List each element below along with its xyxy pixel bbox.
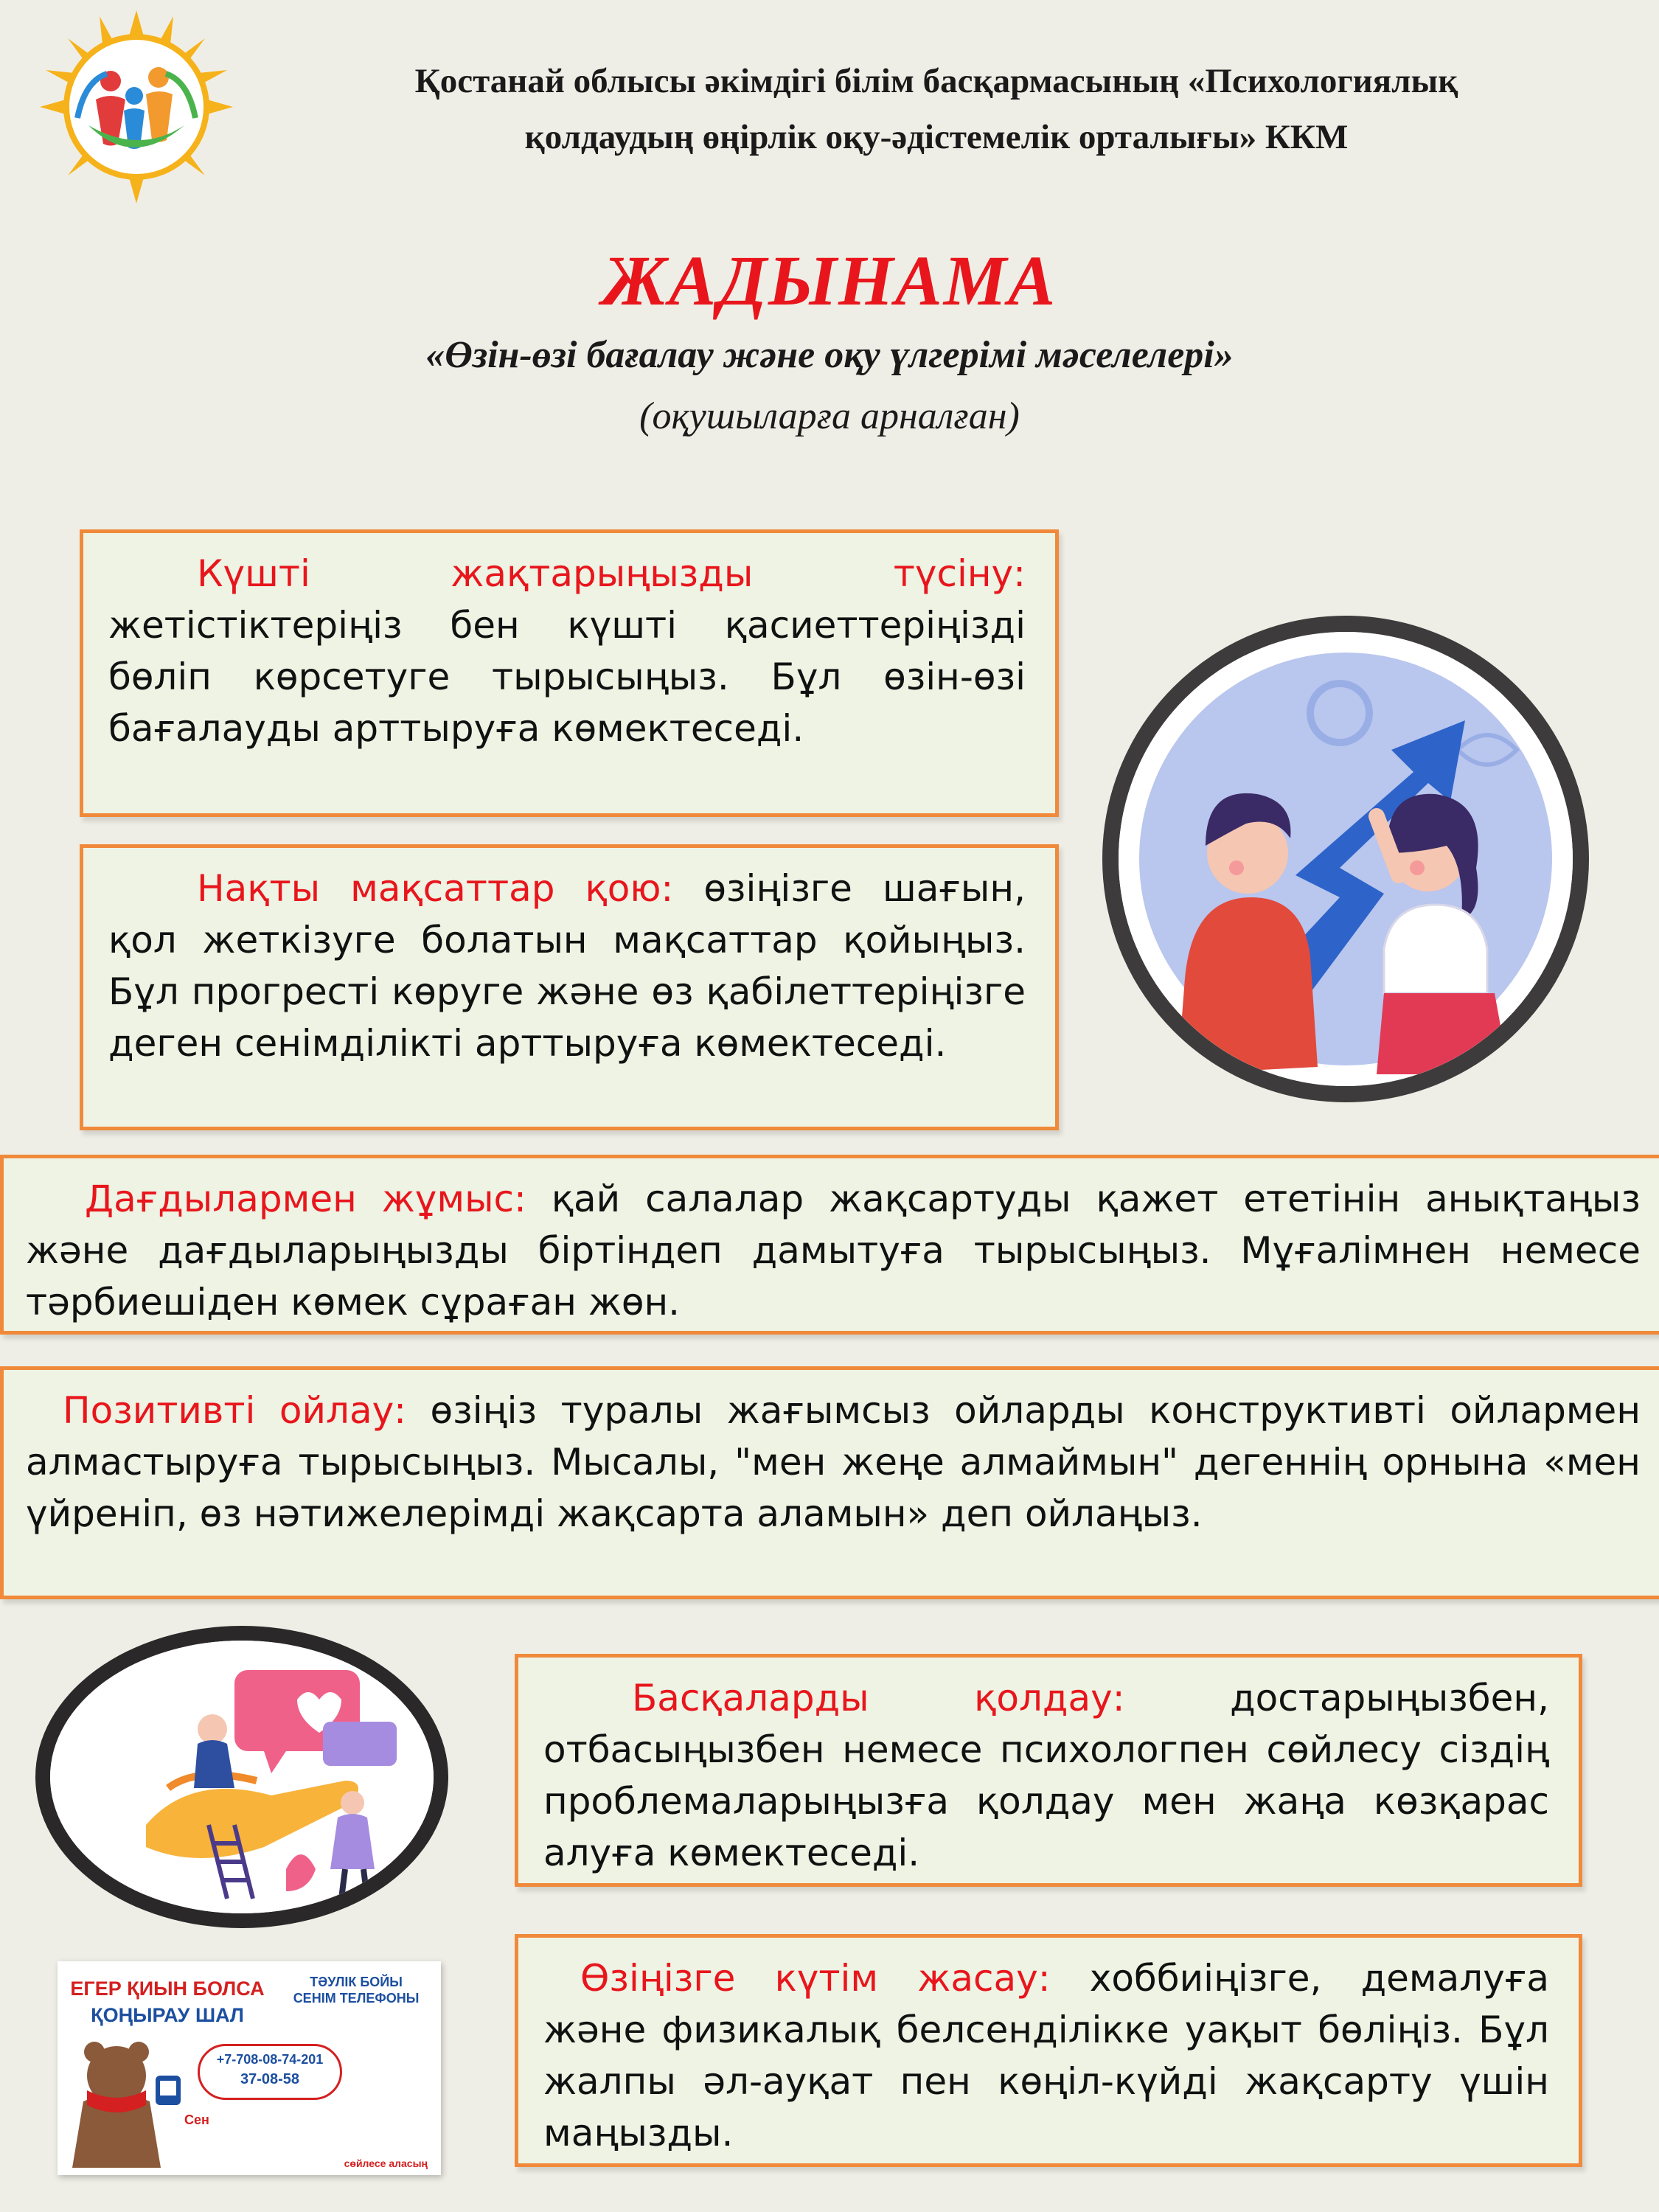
hotline-right-1: ТӘУЛІК БОЙЫ (310, 1975, 403, 1989)
header-line-1: Қостанай облысы әкімдігі білім басқармасының «Психологиялық (414, 62, 1458, 100)
hotline-bottom: сөйлесе аласың (344, 2157, 428, 2169)
tip-box-positive-thinking (0, 1366, 1659, 1599)
tip-lead: Өзіңізге күтім жасау: (580, 1957, 1051, 2000)
tip-lead: Позитивті ойлау: (63, 1389, 407, 1432)
page-title: ЖАДЫНАМА (602, 241, 1057, 320)
hotline-card (58, 1961, 441, 2175)
tip-lead: Күшті жақтарыңызды түсіну: (197, 552, 1026, 595)
tip-text: өзіңізге шағын, қол жеткізуге болатын мақсаттар қойыңыз. Бұл прогресті көруге және өз қабілеттеріңізге деген сенімділікті арттыруға көмектеседі. (108, 867, 1026, 1065)
support-hands-illustration (50, 1641, 434, 1913)
hotline-right-2: СЕНІМ ТЕЛЕФОНЫ (293, 1991, 420, 2006)
tip-box-self-care (515, 1934, 1582, 2167)
hotline-phone-2: 37-08-58 (240, 2071, 300, 2087)
audience-note: (оқушыларға арналған) (639, 395, 1020, 437)
growth-arrow-illustration (1119, 632, 1573, 1086)
tip-lead: Басқаларды қолдау: (632, 1677, 1125, 1719)
hotline-title-1: ЕГЕР ҚИЫН БОЛСА (70, 1978, 265, 2000)
tip-text: достарыңызбен, отбасыңызбен немесе психологпен сөйлесу сіздің проблемаларыңызға қолдау мен жаңа көзқарас алуға көмектеседі. (543, 1677, 1549, 1874)
organization-header (280, 53, 1593, 165)
growth-illustration (1102, 616, 1589, 1102)
tip-box-skills (0, 1155, 1659, 1335)
hotline-sen: Сен (184, 2112, 209, 2127)
page-subtitle: «Өзін-өзі бағалау және оқу үлгерімі мәселелері» (425, 334, 1234, 376)
hotline-title-2: ҚОҢЫРАУ ШАЛ (91, 2004, 244, 2026)
tip-box-support (515, 1654, 1582, 1887)
hotline-phone-1: +7-708-08-74-201 (216, 2052, 324, 2067)
tip-text: жетістіктеріңіз бен күшті қасиеттеріңізді бөліп көрсетуге тырысыңыз. Бұл өзін-өзі бағалауды арттыруға көмектеседі. (108, 604, 1026, 750)
tip-lead: Дағдылармен жұмыс: (85, 1178, 526, 1220)
phone-bubble (198, 2044, 342, 2100)
phone-icon (150, 2072, 187, 2109)
sun-people-logo-icon (37, 7, 236, 206)
tip-text: қай салалар жақсартуды қажет ететінін анықтаңыз және дағдыларыңызды біртіндеп дамытуға тырысыңыз. Мұғалімнен немесе тәрбиешіден көмек сұраған жөн. (26, 1178, 1641, 1324)
tip-text: хоббиіңізге, демалуға және физикалық белсенділікке уақыт бөліңіз. Бұл жалпы әл-ауқат пен көңіл-күйді жақсарту үшін маңызды. (543, 1957, 1549, 2154)
logo (37, 7, 236, 206)
tip-box-goals (80, 844, 1059, 1130)
header-line-2: қолдаудың өңірлік оқу-әдістемелік орталығы» ККМ (524, 118, 1349, 156)
tip-box-strengths (80, 529, 1059, 817)
tip-text: өзіңіз туралы жағымсыз ойларды конструктивті ойлармен алмастыруға тырысыңыз. Мысалы, "мен жеңе алмаймын" дегеннің орнына «мен үйреніп, өз нәтижелерімді жақсарта аламын» деп ойлаңыз. (26, 1389, 1641, 1535)
tip-lead: Нақты мақсаттар қою: (197, 867, 674, 910)
support-illustration (35, 1626, 448, 1928)
